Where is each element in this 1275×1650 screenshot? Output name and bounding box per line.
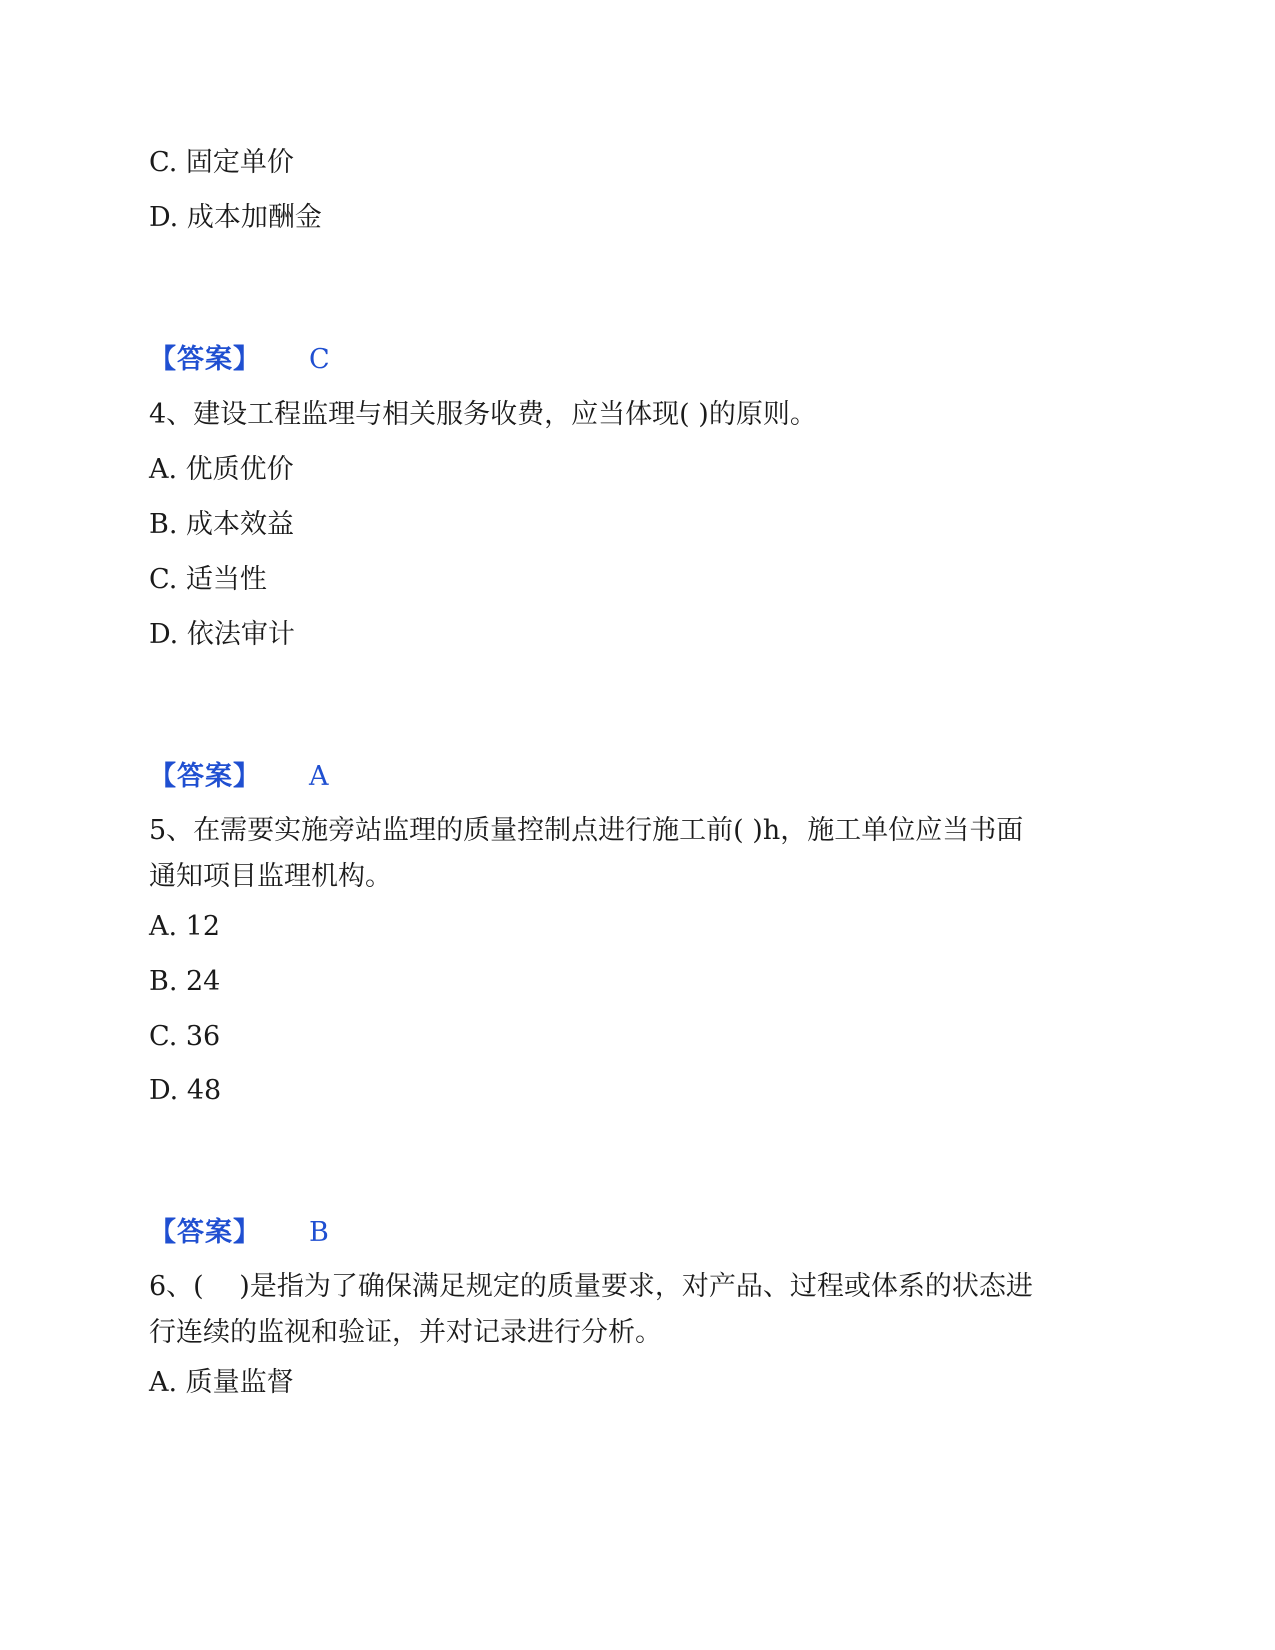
q5-option-a: A. 12 (149, 911, 221, 942)
q4-option-c: C. 适当性 (149, 564, 267, 595)
q4-stem: 4、建设工程监理与相关服务收费，应当体现( )的原则。 (149, 399, 817, 430)
answer-value: C (309, 344, 330, 375)
q4-option-b: B. 成本效益 (149, 509, 295, 540)
answer-value: A (309, 761, 329, 792)
answer-label: 【答案】 (149, 761, 261, 792)
q3-option-d: D. 成本加酬金 (149, 202, 322, 233)
q4-answer-row (149, 760, 329, 794)
q5-option-d: D. 48 (149, 1075, 222, 1106)
q5-answer-row (149, 1216, 329, 1250)
q4-option-a: A. 优质优价 (149, 454, 294, 485)
q5-option-c: C. 36 (149, 1021, 221, 1052)
q5-stem-line-2: 通知项目监理机构。 (149, 861, 392, 892)
q3-answer-row (149, 343, 330, 377)
q5-stem (149, 808, 1109, 900)
q6-stem (149, 1264, 1109, 1356)
answer-value: B (309, 1217, 329, 1248)
q5-stem-line-1: 5、在需要实施旁站监理的质量控制点进行施工前( )h，施工单位应当书面 (149, 815, 1024, 846)
answer-label: 【答案】 (149, 344, 261, 375)
q6-stem-line-2: 行连续的监视和验证，并对记录进行分析。 (149, 1317, 662, 1348)
q6-option-a: A. 质量监督 (149, 1367, 294, 1398)
q3-option-c: C. 固定单价 (149, 147, 294, 178)
q6-stem-line-1: 6、( )是指为了确保满足规定的质量要求，对产品、过程或体系的状态进 (149, 1271, 1033, 1302)
q5-option-b: B. 24 (149, 966, 221, 997)
answer-label: 【答案】 (149, 1217, 261, 1248)
q4-option-d: D. 依法审计 (149, 619, 295, 650)
